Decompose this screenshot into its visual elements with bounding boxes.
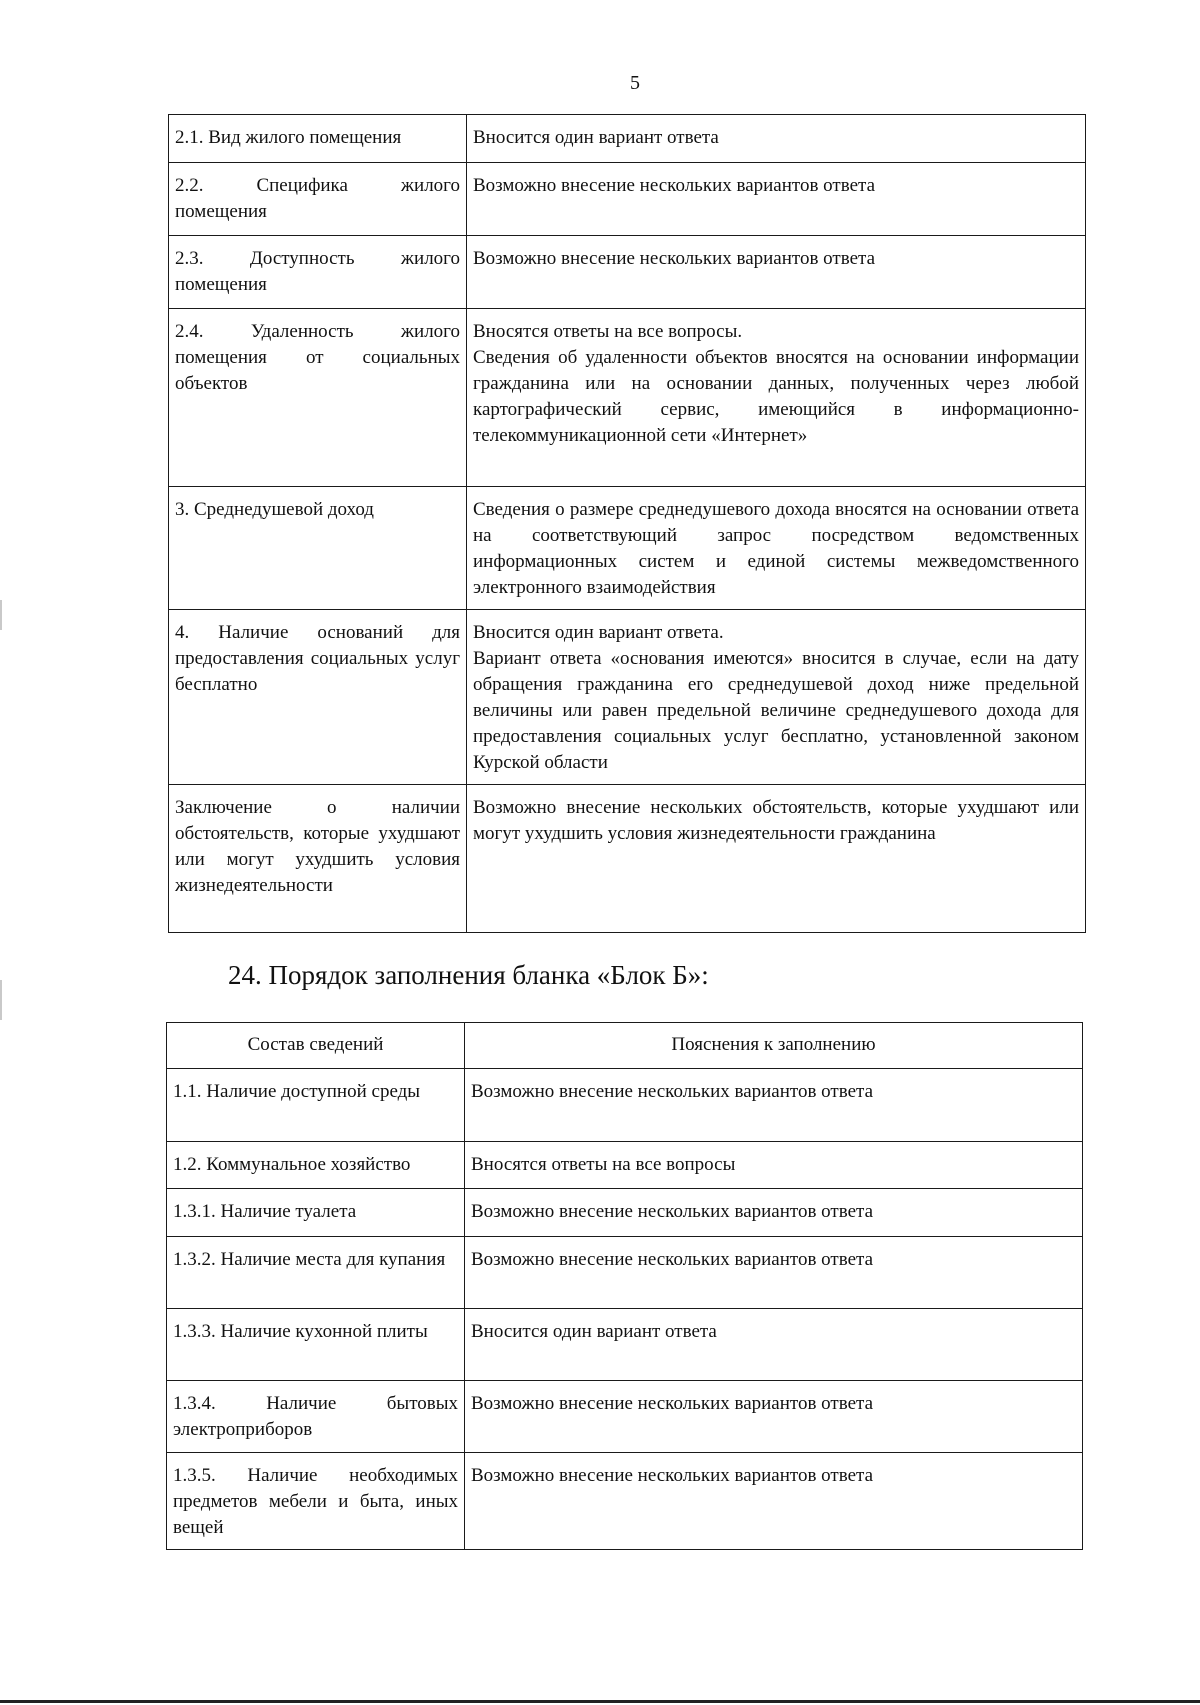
table-cell-item: 1.3.3. Наличие кухонной плиты — [167, 1309, 465, 1381]
table-row — [169, 115, 1086, 163]
table-header-row — [167, 1023, 1083, 1069]
table-cell-explanation: Вносится один вариант ответа — [465, 1309, 1083, 1381]
section-title: 24. Порядок заполнения бланка «Блок Б»: — [228, 960, 709, 990]
table-cell-explanation: Вносятся ответы на все вопросы — [465, 1142, 1083, 1189]
table-cell-item: 4. Наличие оснований для предоставления социальных услуг бесплатно — [169, 610, 467, 785]
table-cell-item: 1.1. Наличие доступной среды — [167, 1069, 465, 1142]
table-row — [167, 1069, 1083, 1142]
table-cell-item: 2.2. Специфика жилого помещения — [169, 163, 467, 236]
table-cell-explanation: Возможно внесение нескольких вариантов ответа — [465, 1381, 1083, 1453]
table-cell-item: 2.1. Вид жилого помещения — [169, 115, 467, 163]
table-row — [167, 1237, 1083, 1309]
table-cell-explanation: Возможно внесение нескольких вариантов ответа — [465, 1189, 1083, 1237]
table-row — [169, 487, 1086, 610]
table-cell-explanation: Возможно внесение нескольких обстоятельств, которые ухудшают или могут ухудшить условия жизнедеятельности гражданина — [467, 785, 1086, 933]
table-cell-explanation: Возможно внесение нескольких вариантов ответа — [467, 236, 1086, 309]
table-block-b — [166, 1022, 1083, 1550]
table-cell-explanation: Сведения о размере среднедушевого дохода вносятся на основании ответа на соответствующий запрос посредством ведомственных информационных систем и единой системы межведомственного электронного взаимодействия — [467, 487, 1086, 610]
table-cell-item: 2.3. Доступность жилого помещения — [169, 236, 467, 309]
table-cell-explanation: Возможно внесение нескольких вариантов ответа — [465, 1453, 1083, 1550]
table-row — [167, 1142, 1083, 1189]
table-row — [169, 163, 1086, 236]
table-row — [169, 236, 1086, 309]
table-row — [167, 1381, 1083, 1453]
table-cell-explanation: Вносится один вариант ответа. Вариант ответа «основания имеются» вносится в случае, если на дату обращения гражданина его среднедушевой доход ниже предельной величины или равен предельной величине среднедушевого дохода для предоставления социальных услуг бесплатно, установленной законом Курской области — [467, 610, 1086, 785]
scan-margin-mark — [0, 980, 2, 1020]
scan-margin-mark — [0, 600, 2, 630]
table-row — [167, 1453, 1083, 1550]
page-number: 5 — [630, 72, 640, 94]
table-cell-explanation: Возможно внесение нескольких вариантов ответа — [465, 1069, 1083, 1142]
table-block-a-continuation — [168, 114, 1086, 933]
table-cell-item: 1.3.5. Наличие необходимых предметов мебели и быта, иных вещей — [167, 1453, 465, 1550]
column-header-composition: Состав сведений — [167, 1023, 465, 1069]
table-cell-item: 1.3.1. Наличие туалета — [167, 1189, 465, 1237]
table-row — [169, 309, 1086, 487]
table-cell-item: 1.3.2. Наличие места для купания — [167, 1237, 465, 1309]
table-cell-explanation: Вносятся ответы на все вопросы. Сведения об удаленности объектов вносятся на основании информации гражданина или на основании данных, полученных через любой картографический сервис, имеющийся в информационно-телекоммуникационной сети «Интернет» — [467, 309, 1086, 487]
table-cell-item: 2.4. Удаленность жилого помещения от социальных объектов — [169, 309, 467, 487]
scan-bottom-edge — [0, 1700, 1200, 1703]
table-cell-explanation: Возможно внесение нескольких вариантов ответа — [467, 163, 1086, 236]
table-row — [167, 1309, 1083, 1381]
table-cell-explanation: Возможно внесение нескольких вариантов ответа — [465, 1237, 1083, 1309]
table-cell-item: Заключение о наличии обстоятельств, которые ухудшают или могут ухудшить условия жизнедеятельности — [169, 785, 467, 933]
column-header-explanation: Пояснения к заполнению — [465, 1023, 1083, 1069]
table-cell-item: 3. Среднедушевой доход — [169, 487, 467, 610]
table-cell-item: 1.3.4. Наличие бытовых электроприборов — [167, 1381, 465, 1453]
table-cell-item: 1.2. Коммунальное хозяйство — [167, 1142, 465, 1189]
table-row — [169, 610, 1086, 785]
table-row — [167, 1189, 1083, 1237]
table-cell-explanation: Вносится один вариант ответа — [467, 115, 1086, 163]
table-row — [169, 785, 1086, 933]
